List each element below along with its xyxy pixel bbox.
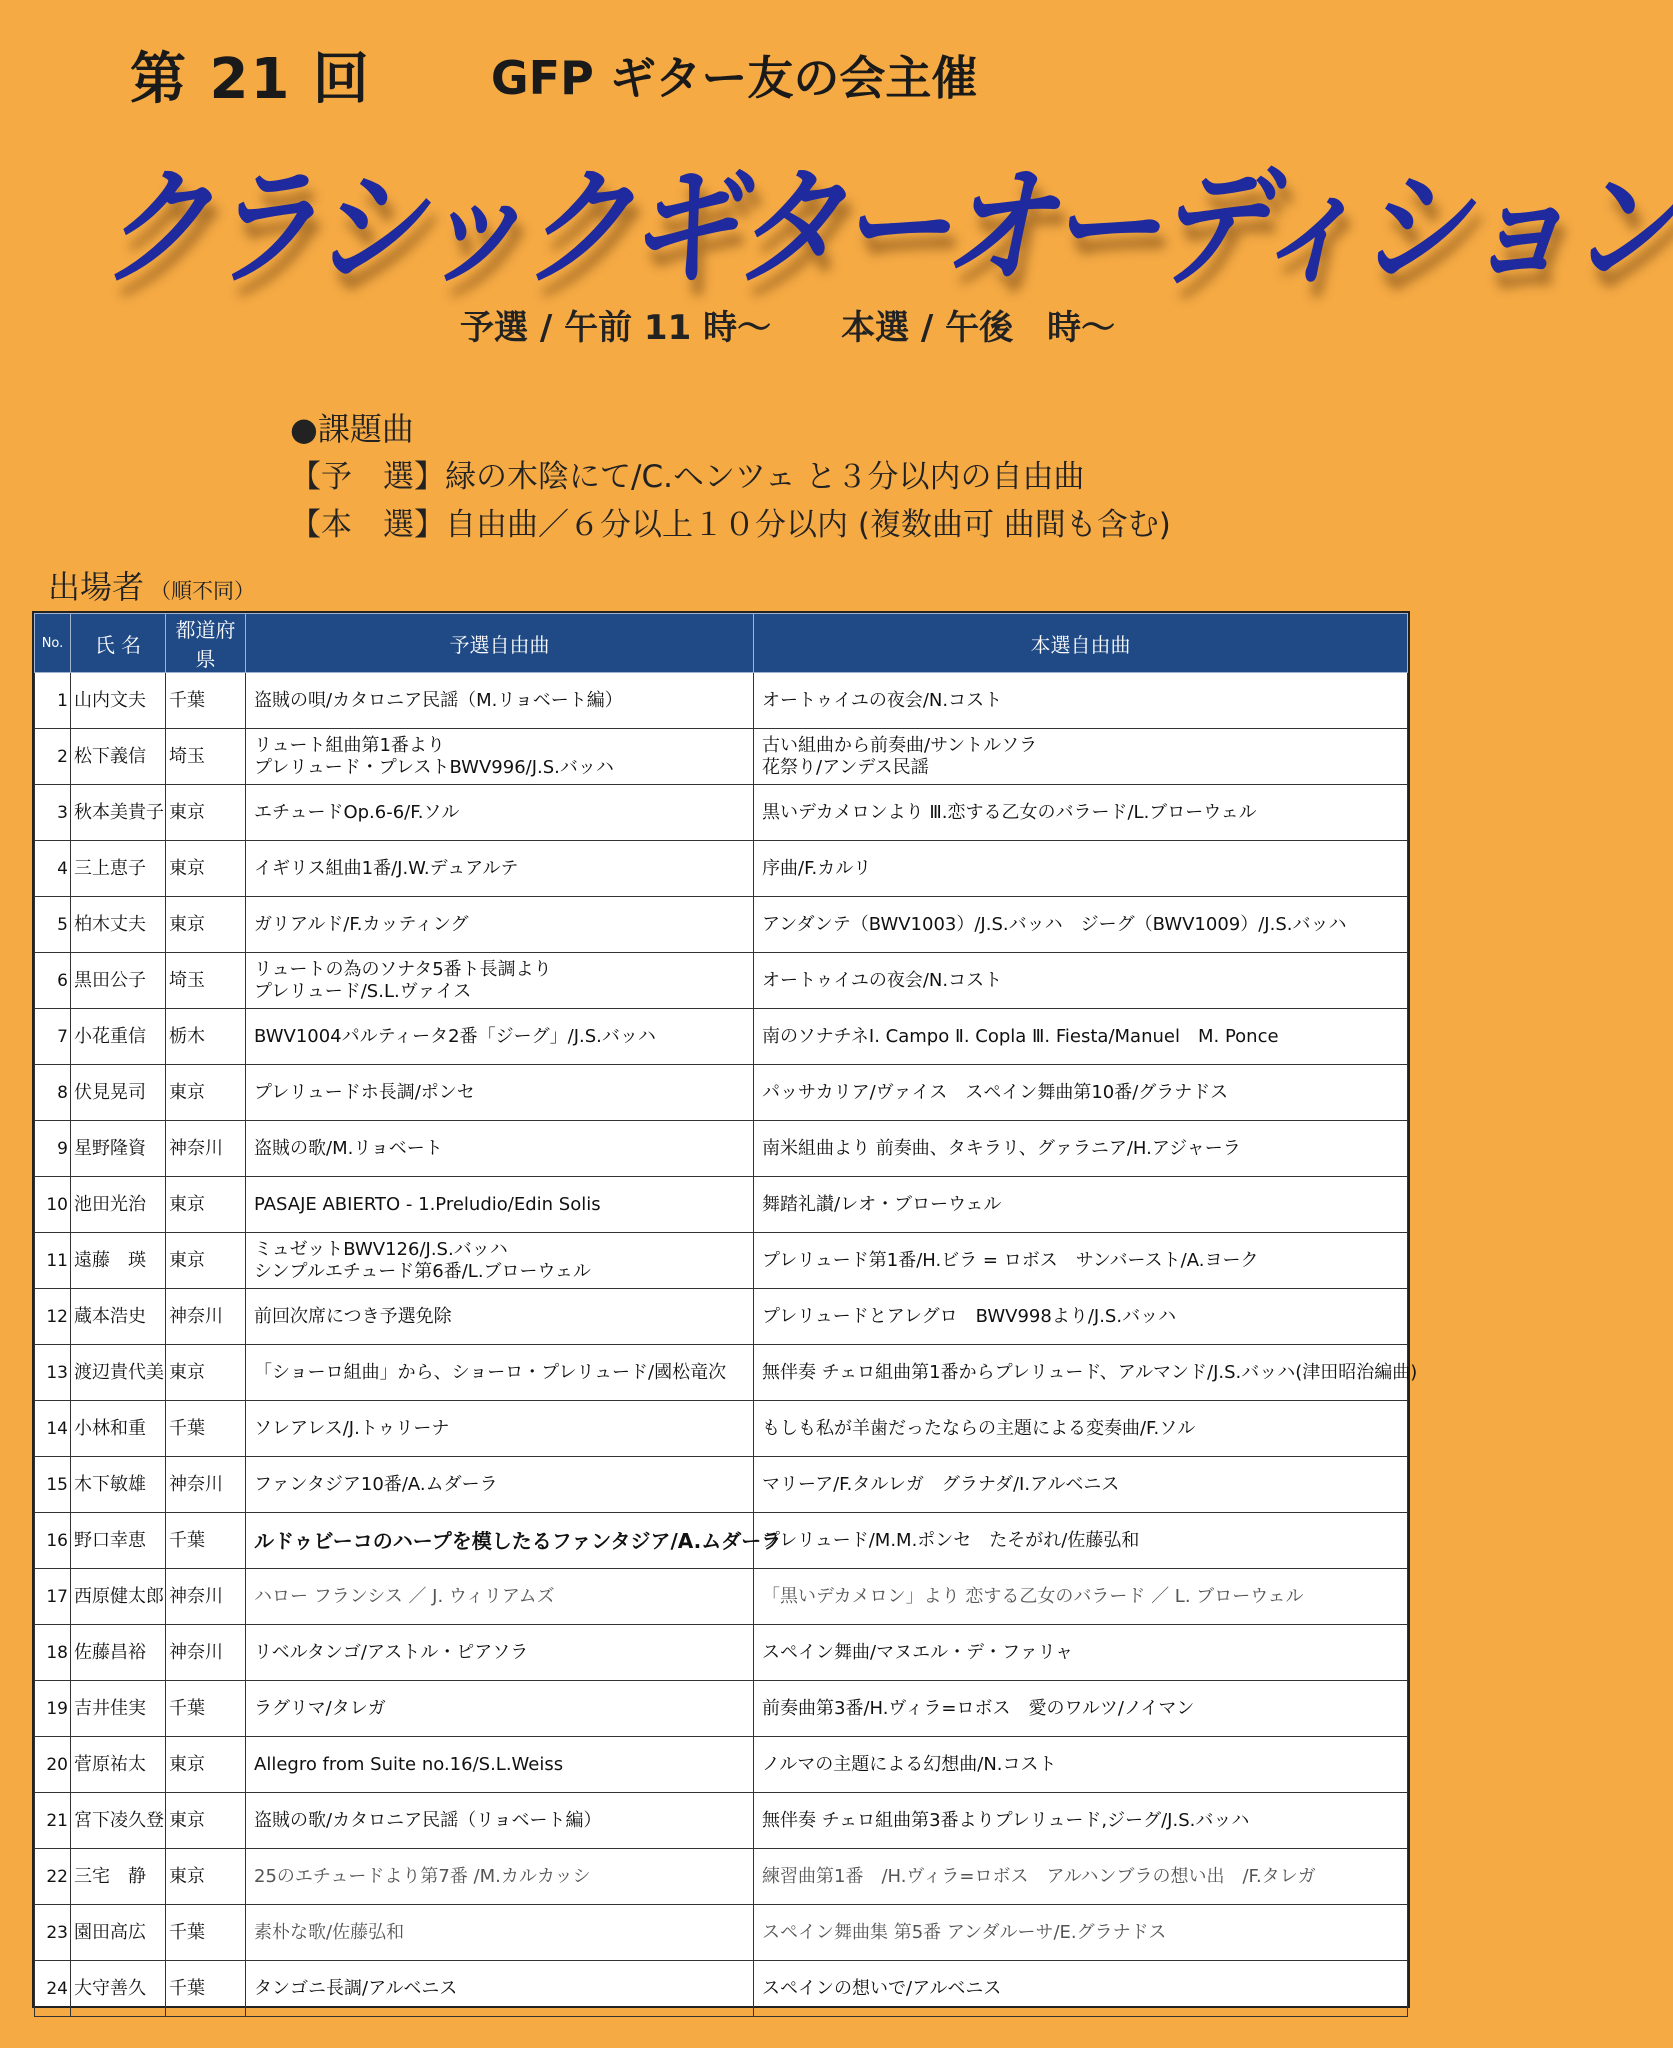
row-number: 3 — [35, 785, 71, 841]
participant-prefecture: 千葉 — [166, 1961, 246, 2017]
table-row — [35, 1177, 1408, 1233]
preliminary-piece: タンゴニ長調/アルベニス — [246, 1961, 754, 2017]
row-number: 6 — [35, 953, 71, 1009]
participant-prefecture: 神奈川 — [166, 1289, 246, 1345]
pieces-heading: ●課題曲 — [290, 410, 414, 448]
participant-name: 西原健太郎 — [71, 1569, 166, 1625]
schedule-final: 本選 / 午後 時〜 — [841, 308, 1116, 348]
participant-prefecture: 東京 — [166, 841, 246, 897]
final-piece: 南米組曲より 前奏曲、タキラリ、グァラニア/H.アジャーラ — [754, 1121, 1408, 1177]
preliminary-piece: リベルタンゴ/アストル・ピアソラ — [246, 1625, 754, 1681]
preliminary-piece: イギリス組曲1番/J.W.デュアルテ — [246, 841, 754, 897]
row-number: 12 — [35, 1289, 71, 1345]
participant-prefecture: 東京 — [166, 1793, 246, 1849]
final-piece: 序曲/F.カルリ — [754, 841, 1408, 897]
preliminary-piece: ラグリマ/タレガ — [246, 1681, 754, 1737]
preliminary-piece: PASAJE ABIERTO - 1.Preludio/Edin Solis — [246, 1177, 754, 1233]
table-row — [35, 673, 1408, 729]
table-row — [35, 1401, 1408, 1457]
participant-name: 三宅 静 — [71, 1849, 166, 1905]
participant-name: 柏木丈夫 — [71, 897, 166, 953]
final-piece: スペインの想いで/アルベニス — [754, 1961, 1408, 2017]
final-piece: 無伴奏 チェロ組曲第1番からプレリュード、アルマンド/J.S.バッハ(津田昭治編曲) — [754, 1345, 1408, 1401]
participant-prefecture: 神奈川 — [166, 1625, 246, 1681]
participant-name: 渡辺貴代美 — [71, 1345, 166, 1401]
row-number: 9 — [35, 1121, 71, 1177]
participant-prefecture: 東京 — [166, 1065, 246, 1121]
participant-prefecture: 東京 — [166, 1233, 246, 1289]
participant-prefecture: 神奈川 — [166, 1457, 246, 1513]
final-piece: 古い組曲から前奏曲/サントルソラ 花祭り/アンデス民謡 — [754, 729, 1408, 785]
final-piece: 「黒いデカメロン」より 恋する乙女のバラード ／ L. ブローウェル — [754, 1569, 1408, 1625]
participant-name: 星野隆資 — [71, 1121, 166, 1177]
participants-table — [32, 611, 1418, 2008]
preliminary-piece: 素朴な歌/佐藤弘和 — [246, 1905, 754, 1961]
table-row — [35, 1009, 1408, 1065]
row-number: 5 — [35, 897, 71, 953]
row-number: 17 — [35, 1569, 71, 1625]
participant-name: 三上恵子 — [71, 841, 166, 897]
table-body — [35, 673, 1418, 2017]
preliminary-piece: 「ショーロ組曲」から、ショーロ・プレリュード/國松竜次 — [246, 1345, 754, 1401]
table-row — [35, 1457, 1408, 1513]
header-preliminary: 予選自由曲 — [246, 614, 754, 673]
participant-prefecture: 東京 — [166, 1177, 246, 1233]
participant-name: 秋本美貴子 — [71, 785, 166, 841]
participant-name: 大守善久 — [71, 1961, 166, 2017]
participant-prefecture: 千葉 — [166, 1513, 246, 1569]
participant-prefecture: 東京 — [166, 1849, 246, 1905]
table-row — [35, 729, 1408, 785]
participant-prefecture: 東京 — [166, 1737, 246, 1793]
participant-prefecture: 埼玉 — [166, 729, 246, 785]
table-row — [35, 841, 1408, 897]
table-row — [35, 1289, 1408, 1345]
table-row — [35, 1793, 1408, 1849]
preliminary-piece: ルドゥビーコのハープを模したるファンタジア/A.ムダーラ — [246, 1513, 754, 1569]
participant-name: 菅原祐太 — [71, 1737, 166, 1793]
schedule-preliminary: 予選 / 午前 11 時〜 — [460, 308, 772, 348]
final-piece: もしも私が羊歯だったならの主題による変奏曲/F.ソル — [754, 1401, 1408, 1457]
preliminary-piece: リュートの為のソナタ5番ト長調より プレリュード/S.L.ヴァイス — [246, 953, 754, 1009]
participant-name: 蔵本浩史 — [71, 1289, 166, 1345]
preliminary-piece: エチュードOp.6-6/F.ソル — [246, 785, 754, 841]
table-row — [35, 1737, 1408, 1793]
organizer-label: GFP ギター友の会主催 — [490, 51, 978, 105]
final-piece: プレリュード/M.M.ポンセ たそがれ/佐藤弘和 — [754, 1513, 1408, 1569]
required-pieces — [290, 405, 1171, 549]
final-piece: プレリュードとアレグロ BWV998より/J.S.バッハ — [754, 1289, 1408, 1345]
participant-name: 伏見晃司 — [71, 1065, 166, 1121]
final-piece: マリーア/F.タルレガ グラナダ/I.アルベニス — [754, 1457, 1408, 1513]
row-number: 18 — [35, 1625, 71, 1681]
participant-name: 松下義信 — [71, 729, 166, 785]
participants-title: 出場者 — [48, 568, 145, 606]
participant-name: 宮下凌久登 — [71, 1793, 166, 1849]
participant-name: 佐藤昌裕 — [71, 1625, 166, 1681]
table-row — [35, 897, 1408, 953]
table-row — [35, 1345, 1408, 1401]
final-piece: 舞踏礼讃/レオ・ブローウェル — [754, 1177, 1408, 1233]
row-number: 10 — [35, 1177, 71, 1233]
preliminary-piece: ファンタジア10番/A.ムダーラ — [246, 1457, 754, 1513]
main-title: クラシックギターオーディション — [100, 153, 1673, 304]
row-number: 11 — [35, 1233, 71, 1289]
row-number: 2 — [35, 729, 71, 785]
participant-prefecture: 東京 — [166, 897, 246, 953]
participant-name: 小林和重 — [71, 1401, 166, 1457]
participant-prefecture: 栃木 — [166, 1009, 246, 1065]
table-header-row — [35, 614, 1408, 673]
pieces-final: 【本 選】自由曲／６分以上１０分以内 (複数曲可 曲間も含む) — [290, 507, 1171, 543]
table-row — [35, 1905, 1408, 1961]
table-row — [35, 953, 1408, 1009]
row-number: 13 — [35, 1345, 71, 1401]
table-row — [35, 1513, 1408, 1569]
participants-note: （順不同） — [150, 579, 256, 603]
table-row — [35, 1961, 1408, 2017]
row-number: 23 — [35, 1905, 71, 1961]
row-number: 4 — [35, 841, 71, 897]
preliminary-piece: プレリュードホ長調/ポンセ — [246, 1065, 754, 1121]
final-piece: オートゥイユの夜会/N.コスト — [754, 953, 1408, 1009]
preliminary-piece: ソレアレス/J.トゥリーナ — [246, 1401, 754, 1457]
row-number: 14 — [35, 1401, 71, 1457]
table-row — [35, 1625, 1408, 1681]
preliminary-piece: Allegro from Suite no.16/S.L.Weiss — [246, 1737, 754, 1793]
preliminary-piece: 盗賊の歌/カタロニア民謡（リョベート編） — [246, 1793, 754, 1849]
table-row — [35, 1121, 1408, 1177]
header-final: 本選自由曲 — [754, 614, 1408, 673]
participants-heading — [48, 562, 255, 608]
participant-name: 遠藤 瑛 — [71, 1233, 166, 1289]
participant-prefecture: 千葉 — [166, 1905, 246, 1961]
participant-name: 木下敏雄 — [71, 1457, 166, 1513]
participant-prefecture: 神奈川 — [166, 1569, 246, 1625]
header-line — [130, 40, 977, 110]
participant-name: 池田光治 — [71, 1177, 166, 1233]
row-number: 1 — [35, 673, 71, 729]
table-row — [35, 1849, 1408, 1905]
participant-name: 吉井佳実 — [71, 1681, 166, 1737]
table-row — [35, 1233, 1408, 1289]
row-number: 16 — [35, 1513, 71, 1569]
preliminary-piece: ガリアルド/F.カッティング — [246, 897, 754, 953]
final-piece: パッサカリア/ヴァイス スペイン舞曲第10番/グラナドス — [754, 1065, 1408, 1121]
pieces-preliminary: 【予 選】緑の木陰にて/C.ヘンツェ と３分以内の自由曲 — [290, 459, 1085, 495]
preliminary-piece: ミュゼットBWV126/J.S.バッハ シンプルエチュード第6番/L.ブローウェル — [246, 1233, 754, 1289]
final-piece: プレリュード第1番/H.ビラ = ロボス サンバースト/A.ヨーク — [754, 1233, 1408, 1289]
participant-name: 小花重信 — [71, 1009, 166, 1065]
header-prefecture: 都道府県 — [166, 614, 246, 673]
header-name: 氏 名 — [71, 614, 166, 673]
row-number: 7 — [35, 1009, 71, 1065]
final-piece: アンダンテ（BWV1003）/J.S.バッハ ジーグ（BWV1009）/J.S.バッハ — [754, 897, 1408, 953]
row-number: 24 — [35, 1961, 71, 2017]
participant-name: 山内文夫 — [71, 673, 166, 729]
final-piece: 南のソナチネⅠ. Campo Ⅱ. Copla Ⅲ. Fiesta/Manuel M. Ponce — [754, 1009, 1408, 1065]
participant-prefecture: 千葉 — [166, 673, 246, 729]
preliminary-piece: BWV1004パルティータ2番「ジーグ」/J.S.バッハ — [246, 1009, 754, 1065]
preliminary-piece: 盗賊の歌/M.リョベート — [246, 1121, 754, 1177]
final-piece: スペイン舞曲集 第5番 アンダルーサ/E.グラナドス — [754, 1905, 1408, 1961]
table-row — [35, 1681, 1408, 1737]
final-piece: 練習曲第1番 /H.ヴィラ=ロボス アルハンブラの想い出 /F.タレガ — [754, 1849, 1408, 1905]
row-number: 22 — [35, 1849, 71, 1905]
participant-prefecture: 東京 — [166, 1345, 246, 1401]
participant-name: 黒田公子 — [71, 953, 166, 1009]
preliminary-piece: 盗賊の唄/カタロニア民謡（M.リョベート編） — [246, 673, 754, 729]
preliminary-piece: 前回次席につき予選免除 — [246, 1289, 754, 1345]
final-piece: 黒いデカメロンより Ⅲ.恋する乙女のバラード/L.ブローウェル — [754, 785, 1408, 841]
final-piece: スペイン舞曲/マヌエル・デ・ファリャ — [754, 1625, 1408, 1681]
final-piece: 無伴奏 チェロ組曲第3番よりプレリュード,ジーグ/J.S.バッハ — [754, 1793, 1408, 1849]
participant-prefecture: 千葉 — [166, 1401, 246, 1457]
participant-prefecture: 神奈川 — [166, 1121, 246, 1177]
row-number: 20 — [35, 1737, 71, 1793]
final-piece: 前奏曲第3番/H.ヴィラ=ロボス 愛のワルツ/ノイマン — [754, 1681, 1408, 1737]
row-number: 8 — [35, 1065, 71, 1121]
participant-prefecture: 埼玉 — [166, 953, 246, 1009]
header-no: No. — [35, 614, 71, 673]
table-row — [35, 1065, 1408, 1121]
edition-label: 第 21 回 — [130, 47, 371, 112]
participant-name: 園田高広 — [71, 1905, 166, 1961]
table-row — [35, 785, 1408, 841]
participant-name: 野口幸恵 — [71, 1513, 166, 1569]
preliminary-piece: 25のエチュードより第7番 /M.カルカッシ — [246, 1849, 754, 1905]
row-number: 15 — [35, 1457, 71, 1513]
row-number: 21 — [35, 1793, 71, 1849]
schedule — [460, 300, 1115, 349]
participant-prefecture: 千葉 — [166, 1681, 246, 1737]
participant-prefecture: 東京 — [166, 785, 246, 841]
final-piece: ノルマの主題による幻想曲/N.コスト — [754, 1737, 1408, 1793]
table-row — [35, 1569, 1408, 1625]
row-number: 19 — [35, 1681, 71, 1737]
preliminary-piece: リュート組曲第1番より プレリュード・プレストBWV996/J.S.バッハ — [246, 729, 754, 785]
preliminary-piece: ハロー フランシス ／ J. ウィリアムズ — [246, 1569, 754, 1625]
final-piece: オートゥイユの夜会/N.コスト — [754, 673, 1408, 729]
